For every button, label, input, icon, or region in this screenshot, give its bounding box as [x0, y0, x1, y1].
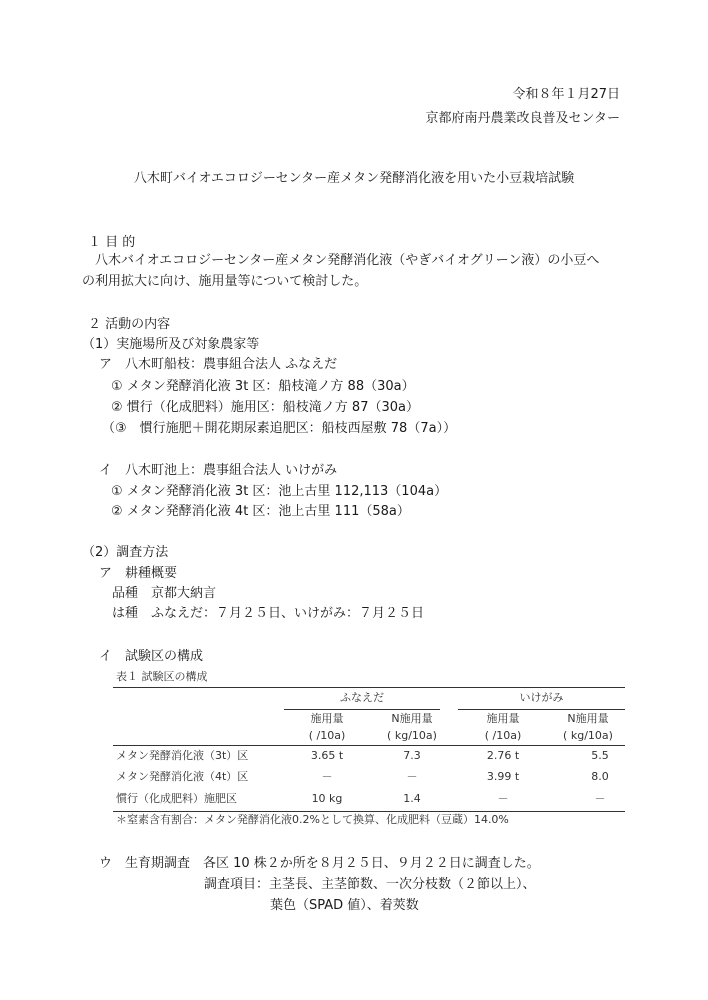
col-header-funaeda-amount: 施用量 — [310, 712, 344, 725]
growth-survey-line2: 調査項目：主茎長、主茎節数、一次分枝数（２節以上）、 — [204, 877, 536, 892]
table-bottom-rule — [113, 811, 625, 812]
sowing-line: は種 ふなえだ：７月２５日、いけがみ：７月２５日 — [112, 606, 425, 621]
table-row-label: メタン発酵消化液（4t）区 — [116, 770, 249, 783]
group-rule-funaeda — [284, 709, 440, 710]
table-cell: 2.76 t — [486, 749, 520, 762]
col-header-ikegami-n-amount: N施用量 — [567, 712, 609, 725]
col-unit-funaeda-n-amount: ( kg/10a) — [387, 729, 437, 742]
site-a-item-3: （③ 慣行施肥＋開花期尿素追肥区：船枝西屋敷 78（7a）） — [102, 421, 457, 436]
col-unit-ikegami-amount: ( /10a) — [484, 729, 522, 742]
table-cell: 5.5 — [591, 749, 609, 762]
site-a-item-2: ② 慣行（化成肥料）施用区：船枝滝ノ方 87（30a） — [111, 400, 419, 415]
col-header-ikegami-amount: 施用量 — [486, 712, 520, 725]
site-i-item-1: ① メタン発酵消化液 3t 区：池上古里 112,113（104a） — [111, 484, 448, 499]
table-row-label: メタン発酵消化液（3t）区 — [116, 749, 249, 762]
table-cell: － — [594, 792, 606, 805]
plot-structure-heading: イ 試験区の構成 — [99, 649, 204, 664]
subsection-2-heading: （2）調査方法 — [82, 545, 169, 560]
group-header-funaeda: ふなえだ — [340, 691, 384, 704]
col-unit-funaeda-amount: ( /10a) — [308, 729, 346, 742]
cultivation-heading: ア 耕種概要 — [99, 566, 178, 581]
header-bottom-rule — [113, 745, 625, 746]
section-1-body-line1: 八木バイオエコロジーセンター産メタン発酵消化液（やぎバイオグリーン液）の小豆へ — [95, 253, 600, 268]
organization-name: 京都府南丹農業改良普及センター — [425, 111, 620, 126]
site-i-heading: イ 八木町池上：農事組合法人 いけがみ — [99, 463, 338, 478]
document-title: 八木町バイオエコロジーセンター産メタン発酵消化液を用いた小豆栽培試験 — [133, 171, 575, 186]
table-cell: 7.3 — [403, 749, 421, 762]
table-caption: 表１ 試験区の構成 — [116, 670, 208, 683]
table-cell: 8.0 — [591, 770, 609, 783]
col-unit-ikegami-n-amount: ( kg/10a) — [563, 729, 613, 742]
table-cell: 3.65 t — [310, 749, 344, 762]
col-header-funaeda-n-amount: N施用量 — [391, 712, 433, 725]
section-2-heading: ２ 活動の内容 — [88, 317, 171, 332]
group-header-ikegami: いけがみ — [519, 691, 564, 704]
section-1-heading: １ 目 的 — [88, 235, 136, 250]
subsection-1-heading: （1）実施場所及び対象農家等 — [82, 337, 260, 352]
group-rule-ikegami — [458, 709, 625, 710]
site-a-heading: ア 八木町船枝：農事組合法人 ふなえだ — [99, 357, 338, 372]
growth-survey-line3: 葉色（SPAD 値）、着莢数 — [270, 898, 419, 913]
table-cell: 3.99 t — [486, 770, 520, 783]
table-cell: － — [321, 770, 333, 783]
document-date: 令和８年１月27日 — [512, 87, 620, 102]
table-cell: － — [406, 770, 418, 783]
section-1-body-line2: の利用拡大に向け、施用量等について検討した。 — [82, 274, 368, 289]
table-cell: 10 kg — [311, 792, 343, 805]
table-top-rule — [113, 687, 625, 688]
variety-line: 品種 京都大納言 — [112, 586, 217, 601]
table-cell: － — [497, 792, 509, 805]
site-i-item-2: ② メタン発酵消化液 4t 区：池上古里 111（58a） — [111, 504, 410, 519]
table-row-label: 慣行（化成肥料）施肥区 — [116, 792, 237, 805]
growth-survey-line1: ウ 生育期調査 各区 10 株２か所を８月２５日、９月２２日に調査した。 — [99, 856, 540, 871]
table-footnote: ＊窒素含有割合：メタン発酵消化液0.2%として換算、化成肥料（豆蔵）14.0% — [116, 813, 509, 826]
table-cell: 1.4 — [403, 792, 421, 805]
site-a-item-1: ① メタン発酵消化液 3t 区：船枝滝ノ方 88（30a） — [111, 379, 415, 394]
